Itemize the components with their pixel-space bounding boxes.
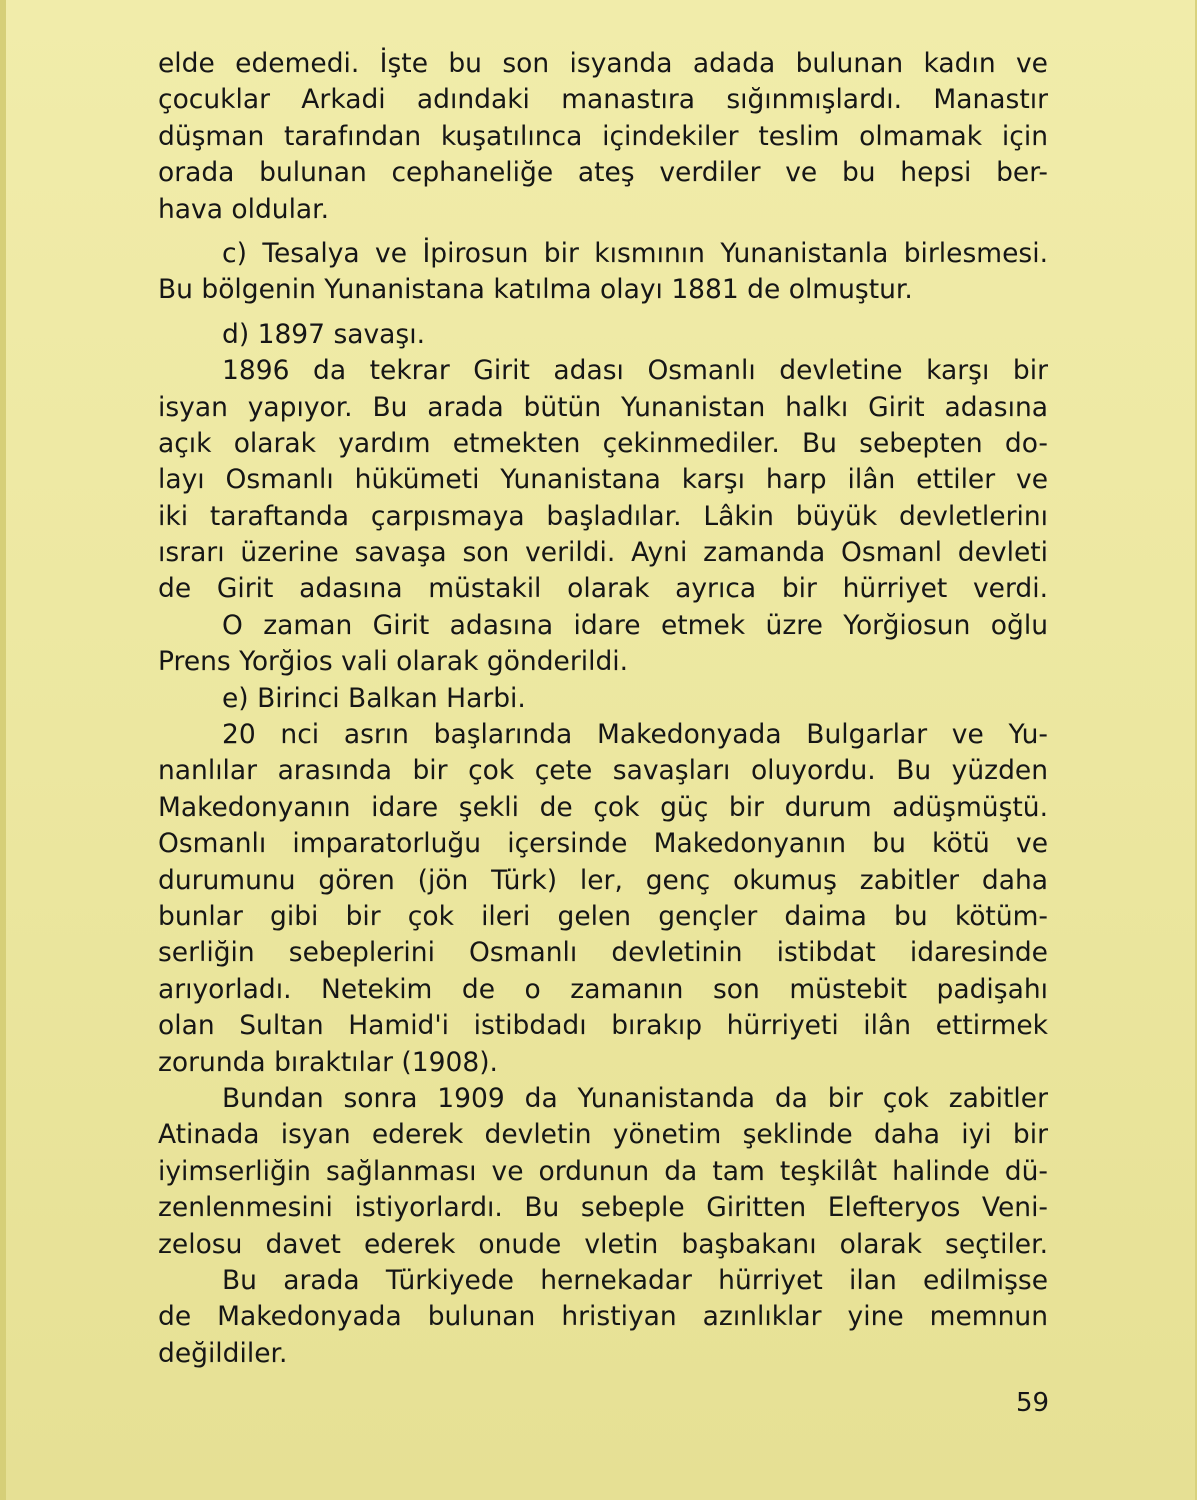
text-line: olan Sultan Hamid'i istibdadı bırakıp hürriyeti ilân ettirmek (158, 1010, 1048, 1042)
page-number: 59 (1016, 1388, 1050, 1418)
text-line: bunlar gibi bir çok ileri gelen gençler daima bu kötüm- (158, 900, 1048, 932)
text-line: arıyorladı. Netekim de o zamanın son müstebit padişahı (158, 973, 1048, 1005)
text-line: ısrarı üzerine savaşa son verildi. Ayni zamanda Osmanl devleti (158, 537, 1048, 569)
text-line: çocuklar Arkadi adındaki manastıra sığınmışlardı. Manastır (158, 84, 1048, 116)
text-line: 1896 da tekrar Girit adası Osmanlı devletine karşı bir (222, 355, 1048, 387)
text-line: elde edemedi. İşte bu son isyanda adada bulunan kadın ve (158, 48, 1048, 79)
text-line: nanlılar arasında bir çok çete savaşları oluyordu. Bu yüzden (158, 755, 1048, 787)
text-line: Osmanlı imparatorluğu içersinde Makedonyanın bu kötü ve (158, 828, 1048, 860)
text-line: Bu bölgenin Yunanistana katılma olayı 1881 de olmuştur. (158, 274, 913, 306)
text-line: isyan yapıyor. Bu arada bütün Yunanistan halkı Girit adasına (158, 391, 1048, 423)
text-line: zorunda bıraktılar (1908). (158, 1046, 498, 1078)
page-body-text (158, 46, 1048, 1372)
text-line: açık olarak yardım etmekten çekinmediler. Bu sebepten do- (158, 427, 1048, 459)
text-line: orada bulunan cephaneliğe ateş verdiler ve bu hepsi ber- (158, 157, 1048, 189)
text-line: Bu arada Türkiyede hernekadar hürriyet ilan edilmişse (222, 1264, 1048, 1296)
text-line: 20 nci asrın başlarında Makedonyada Bulgarlar ve Yu- (222, 719, 1048, 751)
text-line: Makedonyanın idare şekli de çok güç bir durum adüşmüştü. (158, 791, 1048, 823)
section-heading-c: c) Tesalya ve İpirosun bir kısmının Yunanistanla birlesmesi. (222, 237, 1048, 269)
text-line: değildiler. (158, 1337, 288, 1369)
text-line: Atinada isyan ederek devletin yönetim şeklinde daha iyi bir (158, 1119, 1048, 1151)
text-line: Bundan sonra 1909 da Yunanistanda da bir çok zabitler (222, 1082, 1048, 1114)
text-line: O zaman Girit adasına idare etmek üzre Yorğiosun oğlu (222, 609, 1048, 641)
text-line: hava oldular. (158, 193, 330, 225)
text-line: Prens Yorğios vali olarak gönderildi. (158, 646, 629, 678)
section-heading-d: d) 1897 savaşı. (222, 318, 426, 350)
text-line: düşman tarafından kuşatılınca içindekiler teslim olmamak için (158, 120, 1048, 152)
text-line: zenlenmesini istiyorlardı. Bu sebeple Giritten Elefteryos Veni- (158, 1192, 1048, 1224)
text-line: iyimserliğin sağlanması ve ordunun da tam teşkilât halinde dü- (158, 1155, 1048, 1187)
text-line: iki taraftanda çarpısmaya başladılar. Lâkin büyük devletlerinı (158, 500, 1048, 532)
text-line: zelosu davet ederek onude vletin başbakanı olarak seçtiler. (158, 1228, 1048, 1260)
text-line: layı Osmanlı hükümeti Yunanistana karşı harp ilân ettiler ve (158, 464, 1048, 496)
text-line: durumunu gören (jön Türk) ler, genç okumuş zabitler daha (158, 864, 1048, 896)
text-line: serliğin sebeplerini Osmanlı devletinin istibdat idaresinde (158, 937, 1048, 969)
section-heading-e: e) Birinci Balkan Harbi. (222, 682, 526, 714)
text-line: de Girit adasına müstakil olarak ayrıca bir hürriyet verdi. (158, 573, 1048, 605)
text-line: de Makedonyada bulunan hristiyan azınlıklar yine memnun (158, 1301, 1048, 1333)
